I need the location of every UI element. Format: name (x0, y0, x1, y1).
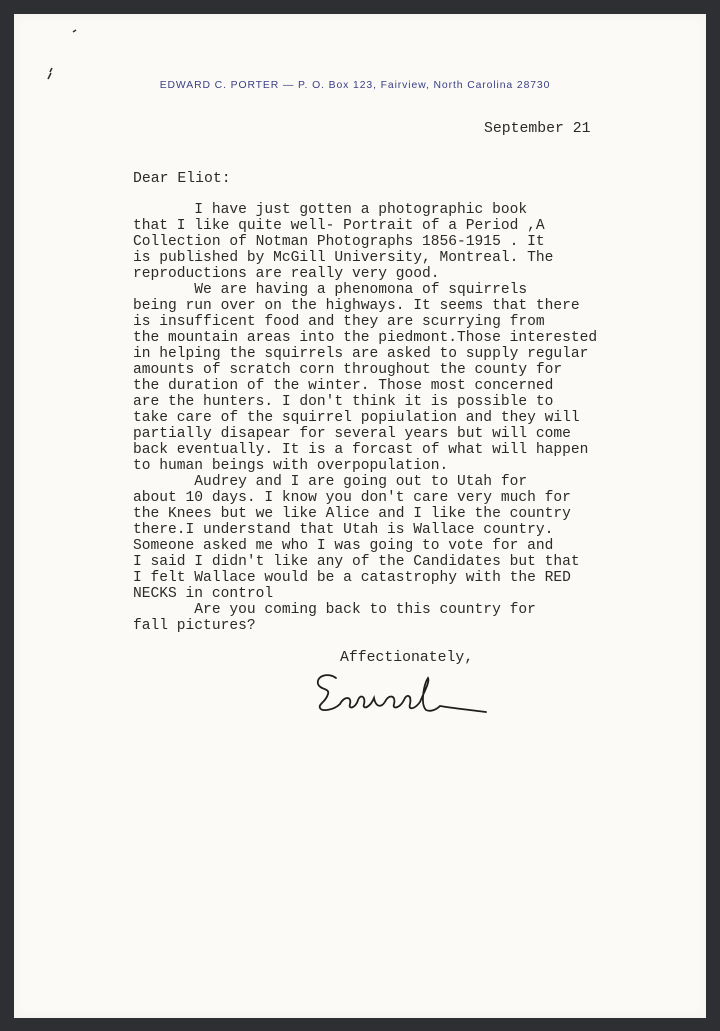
body-line: I said I didn't like any of the Candidates but that (133, 554, 580, 570)
body-line: reproductions are really very good. (133, 266, 440, 282)
body-line: are the hunters. I don't think it is possible to (133, 394, 554, 410)
body-line: I felt Wallace would be a catastrophy with the RED (133, 570, 571, 586)
body-line: Audrey and I are going out to Utah for (133, 474, 528, 490)
body-line: there.I understand that Utah is Wallace country. (133, 522, 554, 538)
body-line: We are having a phenomona of squirrels (133, 282, 528, 298)
letterhead: EDWARD C. PORTER — P. O. Box 123, Fairview, North Carolina 28730 (159, 80, 551, 91)
margin-mark (44, 26, 84, 86)
salutation: Dear Eliot: (133, 171, 231, 187)
body-line: Are you coming back to this country for (133, 602, 536, 618)
body-line: NECKS in control (133, 586, 274, 602)
closing: Affectionately, (340, 650, 474, 666)
body-line: that I like quite well- Portrait of a Period ,A (133, 218, 545, 234)
body-line: I have just gotten a photographic book (133, 202, 528, 218)
letter-body (133, 202, 597, 634)
body-line: partially disapear for several years but will come (133, 426, 571, 442)
body-line: take care of the squirrel popiulation and they will (133, 410, 580, 426)
body-line: about 10 days. I know you don't care very much for (133, 490, 571, 506)
body-line: is insufficent food and they are scurrying from (133, 314, 545, 330)
body-line: is published by McGill University, Montreal. The (133, 250, 554, 266)
body-line: the Knees but we like Alice and I like the country (133, 506, 571, 522)
body-line: being run over on the highways. It seems that there (133, 298, 580, 314)
body-line: Someone asked me who I was going to vote for and (133, 538, 554, 554)
body-line: the mountain areas into the piedmont.Those interested (133, 330, 598, 346)
body-line: Collection of Notman Photographs 1856-1915 . It (133, 234, 545, 250)
body-line: amounts of scratch corn throughout the county for (133, 362, 563, 378)
body-line: to human beings with overpopulation. (133, 458, 449, 474)
body-line: fall pictures? (133, 618, 256, 634)
body-line: in helping the squirrels are asked to supply regular (133, 346, 589, 362)
body-line: back eventually. It is a forcast of what will happen (133, 442, 589, 458)
letter-date: September 21 (484, 121, 591, 137)
body-line: the duration of the winter. Those most concerned (133, 378, 554, 394)
handwritten-signature (312, 664, 492, 720)
